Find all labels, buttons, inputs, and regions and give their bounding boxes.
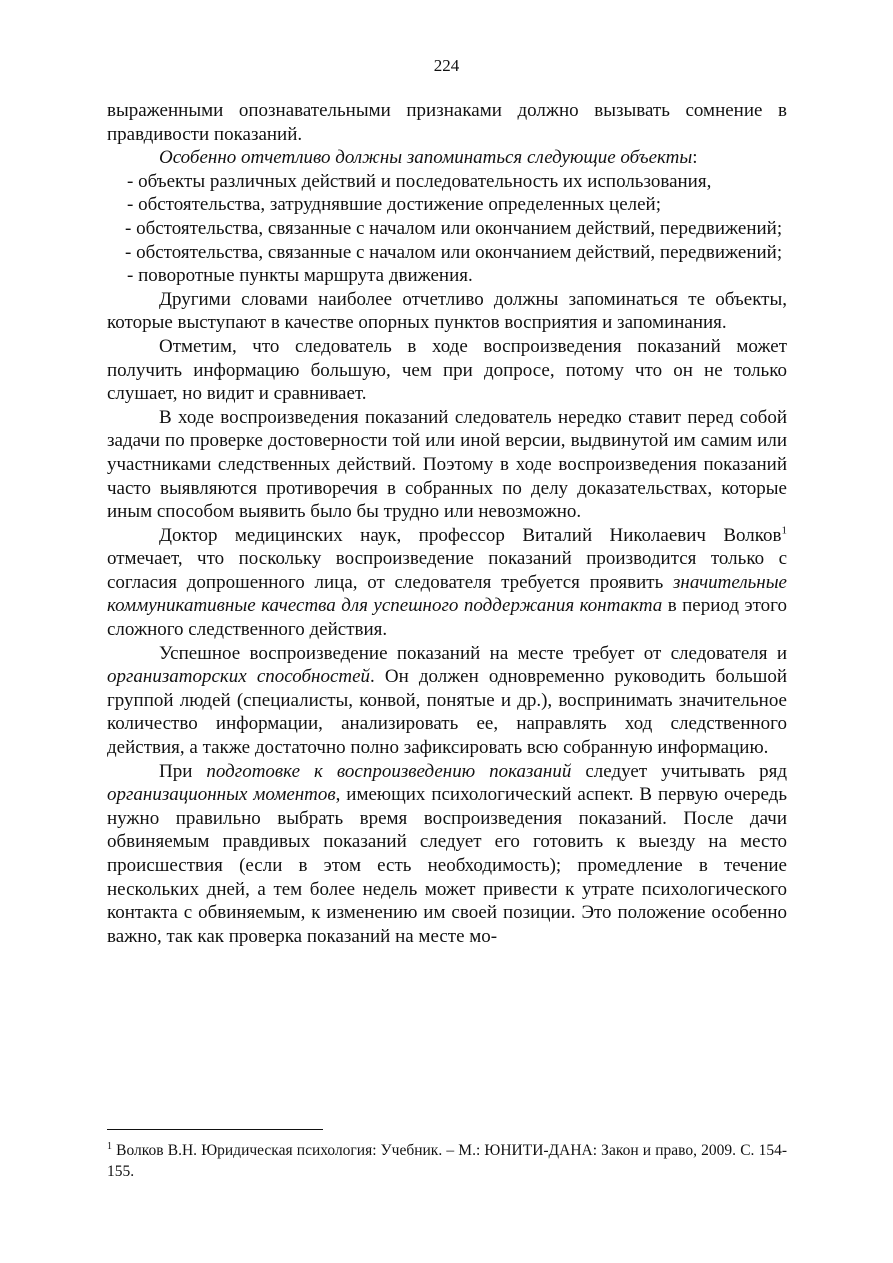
footnote-marker: 1 [107,1140,112,1152]
paragraph: выраженными опознавательными признаками должно вызывать сомнение в правдивости показаний. [107,100,787,145]
list-item: - объекты различных действий и последовательность их использования, [127,170,712,192]
text-run: в период этого сложного следственного действия. [107,595,787,641]
italic-phrase: организаторских способностей [107,666,371,688]
paragraph: Отметим, что следователь в ходе воспроизведения показаний может получить информацию большую, чем при допросе, потому что он не только слушает, но видит и сравнивает. [107,335,787,405]
page-number: 224 [433,56,460,75]
paragraph [107,146,787,170]
footnote-reference[interactable]: 1 [781,524,787,537]
footnote [107,1140,787,1182]
italic-phrase: подготовке к воспроизведению показаний [206,760,572,782]
italic-phrase: организационных моментов [107,784,336,806]
body-text [107,99,787,948]
list-item: - обстоятельства, связанные с началом или окончанием действий, передвижений; [125,241,783,263]
paragraph [107,760,787,949]
list-item: - обстоятельства, затруднявшие достижение определенных целей; [127,194,661,216]
text-run: Успешное воспроизведение показаний на месте требует от следователя и [159,642,787,664]
text-run: . Он должен одновременно руководить большой группой людей (специалисты, конвой, понятые и др.), воспринимать значительное количество информации, анализировать ее, направлять ход следственного действия, а также достаточно полно зафиксировать всю собранную информацию. [107,666,788,759]
text-run: Доктор медицинских наук, профессор Виталий Николаевич Волков [159,524,782,546]
paragraph [107,524,787,642]
list-item: - поворотные пункты маршрута движения. [127,265,473,287]
text-run: : [692,147,698,169]
list-item: - обстоятельства, связанные с началом или окончанием действий, передвижений; [125,217,783,239]
italic-phrase: значительные коммуникативные качества для успешного поддержания контакта [107,571,787,617]
paragraph [107,642,787,760]
text-run: При [159,760,207,782]
paragraph: Другими словами наиболее отчетливо должны запоминаться те объекты, которые выступают в качестве опорных пунктов восприятия и запоминания. [107,288,787,334]
text-run: , имеющих психологический аспект. В первую очередь нужно правильно выбрать время воспроизведения показаний. После дачи обвиняемым правдивых показаний следует его готовить к выезду на место происшествия (если в этом есть необходимость); промедление в течение нескольких дней, а тем более недель может привести к утрате психологического контакта с обвиняемым, к изменению им своей позиции. Это положение особенно важно, так как проверка показаний на месте мо- [107,784,787,947]
footnote-separator [107,1129,323,1130]
footnote-text: Волков В.Н. Юридическая психология: Учебник. – М.: ЮНИТИ-ДАНА: Закон и право, 2009. С. 154-155. [107,1142,787,1180]
text-run: следует учитывать ряд [571,760,787,782]
paragraph: В ходе воспроизведения показаний следователь нередко ставит перед собой задачи по проверке достоверности той или иной версии, выдвинутой им самим или участниками следственных действий. Поэтому в ходе воспроизведения показаний часто выявляются противоречия в собранных по делу доказательствах, которые иным способом выявить было бы трудно или невозможно. [107,406,787,523]
italic-phrase: Особенно отчетливо должны запоминаться следующие объекты [159,147,693,169]
text-run: отмечает, что поскольку воспроизведение показаний производится только с согласия допрошенного лица, от следователя требуется проявить [107,548,787,593]
